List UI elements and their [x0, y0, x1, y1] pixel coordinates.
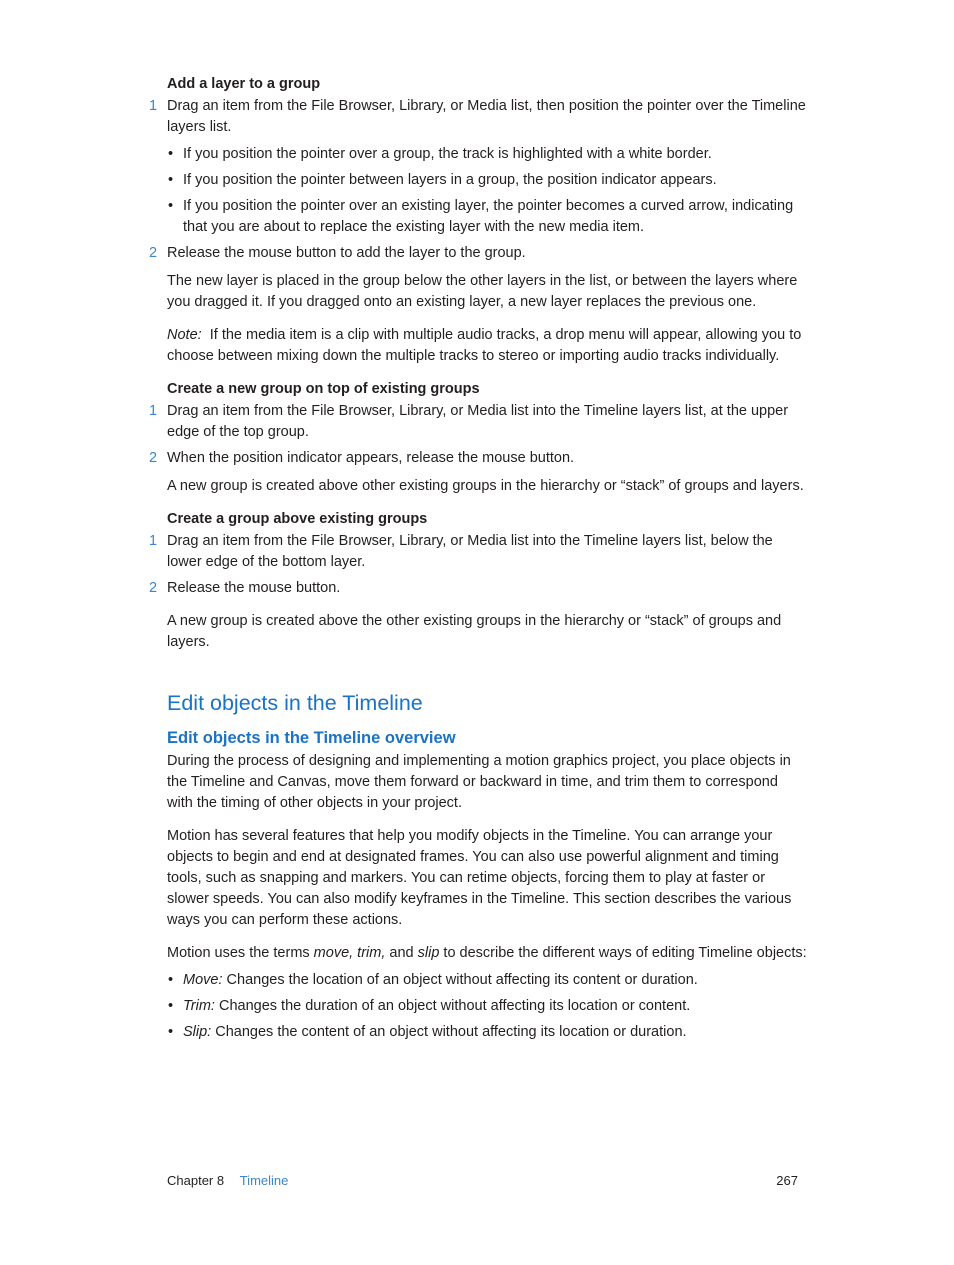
- bullet-icon: •: [168, 972, 174, 988]
- bullet-icon: •: [168, 146, 174, 162]
- step-text: Drag an item from the File Browser, Library, or Media list into the Timeline layers list, at the upper edge of the top group.: [167, 403, 789, 440]
- step-number: 2: [149, 580, 158, 596]
- note-label: Note:: [167, 327, 202, 343]
- paragraph: Motion has several features that help you modify objects in the Timeline. You can arrange your objects to begin and end at designated frames. You can also use powerful alignment and timing tools, such as snapping and markers. You can retime objects, forcing them to play at faster or slower speeds. You can also modify keyframes in the Timeline. This section describes the various ways you can perform these actions.: [167, 828, 792, 928]
- step-text: Release the mouse button to add the layer to the group.: [167, 245, 526, 261]
- bullet-list: [167, 144, 807, 238]
- bullet-icon: •: [168, 1024, 174, 1040]
- paragraph: During the process of designing and implementing a motion graphics project, you place objects in the Timeline and Canvas, move them forward or backward in time, and trim them to correspond with the timing of other objects in your project.: [167, 753, 791, 811]
- task-title-group-above: Create a group above existing groups: [167, 511, 428, 527]
- step-2: [149, 578, 807, 599]
- step-number: 1: [149, 98, 158, 114]
- step-2: [149, 243, 807, 264]
- section-heading: Edit objects in the Timeline: [167, 691, 423, 715]
- paragraph: The new layer is placed in the group below the other layers in the list, or between the layers where you dragged it. If you dragged onto an existing layer, a new layer replaces the previous one.: [167, 273, 798, 310]
- step-number: 1: [149, 533, 158, 549]
- step-1: [149, 531, 807, 573]
- term-desc: Changes the duration of an object without affecting its location or content.: [214, 998, 691, 1014]
- bullet-icon: •: [168, 198, 174, 214]
- bullet-icon: •: [168, 998, 174, 1014]
- list-item: [167, 1022, 807, 1043]
- bullet-icon: •: [168, 172, 174, 188]
- note: [167, 325, 807, 367]
- step-number: 2: [149, 245, 158, 261]
- page-footer: [167, 1172, 798, 1190]
- footer-chapter: Chapter 8: [167, 1173, 225, 1188]
- step-text: Drag an item from the File Browser, Library, or Media list into the Timeline layers list, below the lower edge of the bottom layer.: [167, 533, 773, 570]
- step-1: [149, 401, 807, 443]
- step-text: Drag an item from the File Browser, Library, or Media list, then position the pointer over the Timeline layers list.: [167, 98, 806, 135]
- footer-chapter-link[interactable]: Timeline: [239, 1173, 289, 1188]
- list-item: • If you position the pointer over a group, the track is highlighted with a white border.: [167, 144, 807, 165]
- list-item: • If you position the pointer over an existing layer, the pointer becomes a curved arrow, indicating that you are about to replace the existing layer with the new media item.: [168, 198, 794, 235]
- subsection-heading: Edit objects in the Timeline overview: [167, 729, 456, 747]
- list-item: [167, 970, 807, 991]
- list-item: • If you position the pointer between layers in a group, the position indicator appears.: [167, 170, 807, 191]
- task-title-add-layer: Add a layer to a group: [167, 76, 321, 92]
- step-text: When the position indicator appears, release the mouse button.: [167, 450, 575, 466]
- terms-list: [167, 970, 807, 1043]
- page-content: [149, 74, 807, 1048]
- paragraph: A new group is created above the other existing groups in the hierarchy or “stack” of groups and layers.: [167, 613, 782, 650]
- term: Trim:: [183, 998, 215, 1014]
- step-number: 1: [149, 403, 158, 419]
- step-2: [149, 448, 807, 469]
- page-number: 267: [776, 1173, 798, 1188]
- step-1: [149, 96, 807, 138]
- list-item: [167, 996, 807, 1017]
- step-text: Release the mouse button.: [167, 580, 341, 596]
- paragraph: Motion uses the terms move, trim, and slip to describe the different ways of editing Timeline objects:: [167, 945, 807, 961]
- paragraph: A new group is created above other existing groups in the hierarchy or “stack” of groups and layers.: [167, 478, 804, 494]
- term-desc: Changes the location of an object without affecting its content or duration.: [222, 972, 698, 988]
- task-title-new-group-top: Create a new group on top of existing groups: [167, 381, 480, 397]
- step-number: 2: [149, 450, 158, 466]
- term-desc: Changes the content of an object without affecting its location or duration.: [211, 1024, 687, 1040]
- note-text: If the media item is a clip with multiple audio tracks, a drop menu will appear, allowing you to choose between mixing down the multiple tracks to stereo or importing audio tracks individually.: [167, 327, 802, 364]
- term: Move:: [183, 972, 223, 988]
- term: Slip:: [183, 1024, 212, 1040]
